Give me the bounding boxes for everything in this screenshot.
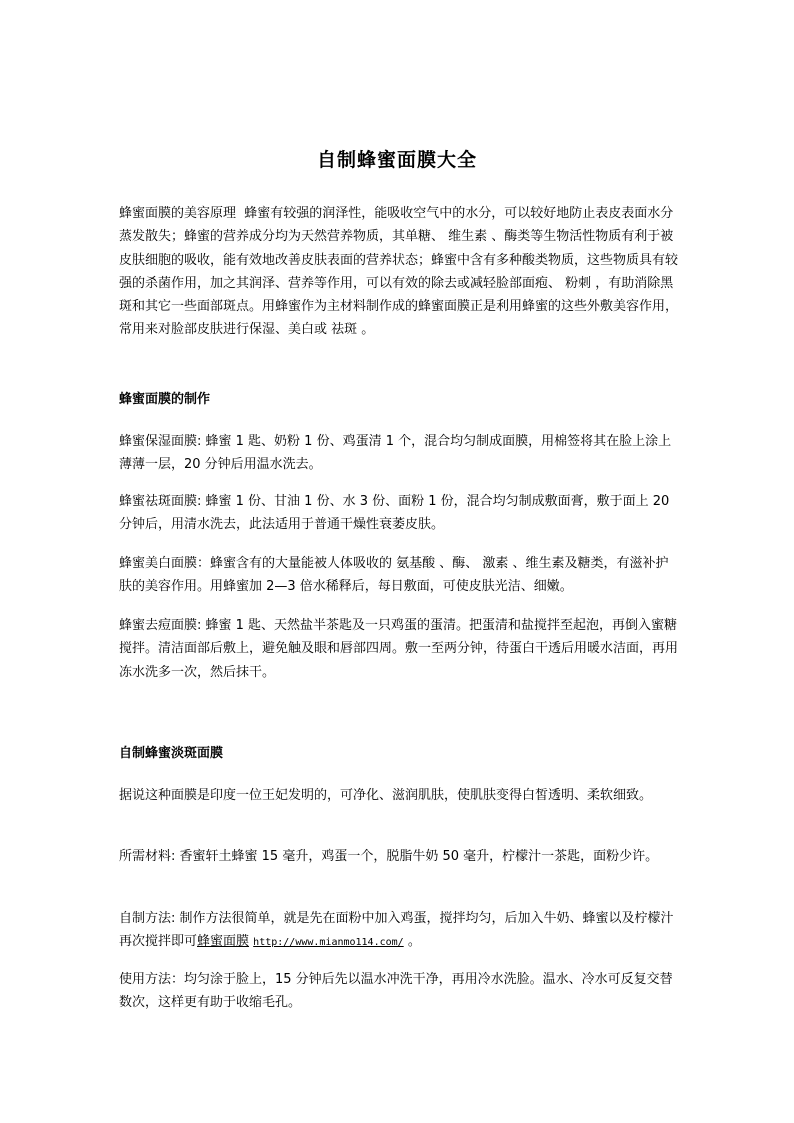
- paragraph-origin: 据说这种面膜是印度一位王妃发明的，可净化、滋润肌肤，使肌肤变得白皙透明、柔软细致。: [119, 788, 653, 803]
- paragraph-method: [119, 907, 681, 955]
- intro-paragraph: 蜂蜜面膜的美容原理 蜂蜜有较强的润泽性，能吸收空气中的水分，可以较好地防止表皮表面水分蒸发散失；蜂蜜的营养成分均为天然营养物质，其单糖、 维生素 、酶类等生物活性物质有利于被皮肤细胞的吸收，能有效地改善皮肤表面的营养状态；蜂蜜中含有多种酸类物质，这些物质具有较强的杀菌作用，加之其润泽、营养等作用，可以有效的除去或减轻脸部面疱、 粉刺 ，有助消除黑斑和其它一些面部斑点。用蜂蜜作为主材料制作成的蜂蜜面膜正是利用蜂蜜的这些外敷美容作用，常用来对脸部皮肤进行保湿、美白或 祛斑 。: [119, 206, 679, 338]
- paragraph-spot-removing-mask: 蜂蜜祛斑面膜: 蜂蜜 1 份、甘油 1 份、水 3 份、面粉 1 份，混合均匀制成敷面膏，敷于面上 20 分钟后，用清水洗去，此法适用于普通干燥性衰萎皮肤。: [119, 494, 674, 533]
- paragraph-materials: 所需材料: 香蜜轩土蜂蜜 15 毫升，鸡蛋一个，脱脂牛奶 50 毫升，柠檬汁一茶匙，面粉少许。: [119, 849, 659, 864]
- paragraph-whitening-mask: 蜂蜜美白面膜：蜂蜜含有的大量能被人体吸收的 氨基酸 、酶、 激素 、维生素及糖类，有滋补护肤的美容作用。用蜂蜜加 2—3 倍水稀释后，每日敷面，可使皮肤光洁、细嫩。: [119, 556, 669, 595]
- method-end: 。: [403, 934, 421, 950]
- section-heading-making: 蜂蜜面膜的制作: [119, 392, 211, 407]
- section-heading-fading: 自制蜂蜜淡斑面膜: [119, 746, 224, 761]
- method-text: 自制方法: 制作方法很简单，就是先在面粉中加入鸡蛋，搅拌均匀，后加入牛奶、蜂蜜以及柠檬汁再次搅拌即可: [119, 911, 674, 950]
- paragraph-usage: 使用方法：均匀涂于脸上，15 分钟后先以温水冲洗干净，再用冷水洗脸。温水、冷水可反复交替数次，这样更有助于收缩毛孔。: [119, 972, 673, 1011]
- paragraph-acne-mask: 蜂蜜去痘面膜: 蜂蜜 1 匙、天然盐半茶匙及一只鸡蛋的蛋清。把蛋清和盐搅拌至起泡，再倒入蜜糖搅拌。清洁面部后敷上，避免触及眼和唇部四周。敷一至两分钟，待蛋白干透后用暖水洁面，再用冻水洗多一次，然后抹干。: [119, 618, 679, 680]
- website-url-link[interactable]: http://www.mianmo114.com/: [253, 937, 404, 949]
- honey-mask-link[interactable]: 蜂蜜面膜: [197, 934, 250, 950]
- document-title: 自制蜂蜜面膜大全: [316, 149, 477, 171]
- paragraph-moisturizing-mask: 蜂蜜保湿面膜: 蜂蜜 1 匙、奶粉 1 份、鸡蛋清 1 个，混合均匀制成面膜，用棉签将其在脸上涂上薄薄一层，20 分钟后用温水洗去。: [119, 434, 672, 473]
